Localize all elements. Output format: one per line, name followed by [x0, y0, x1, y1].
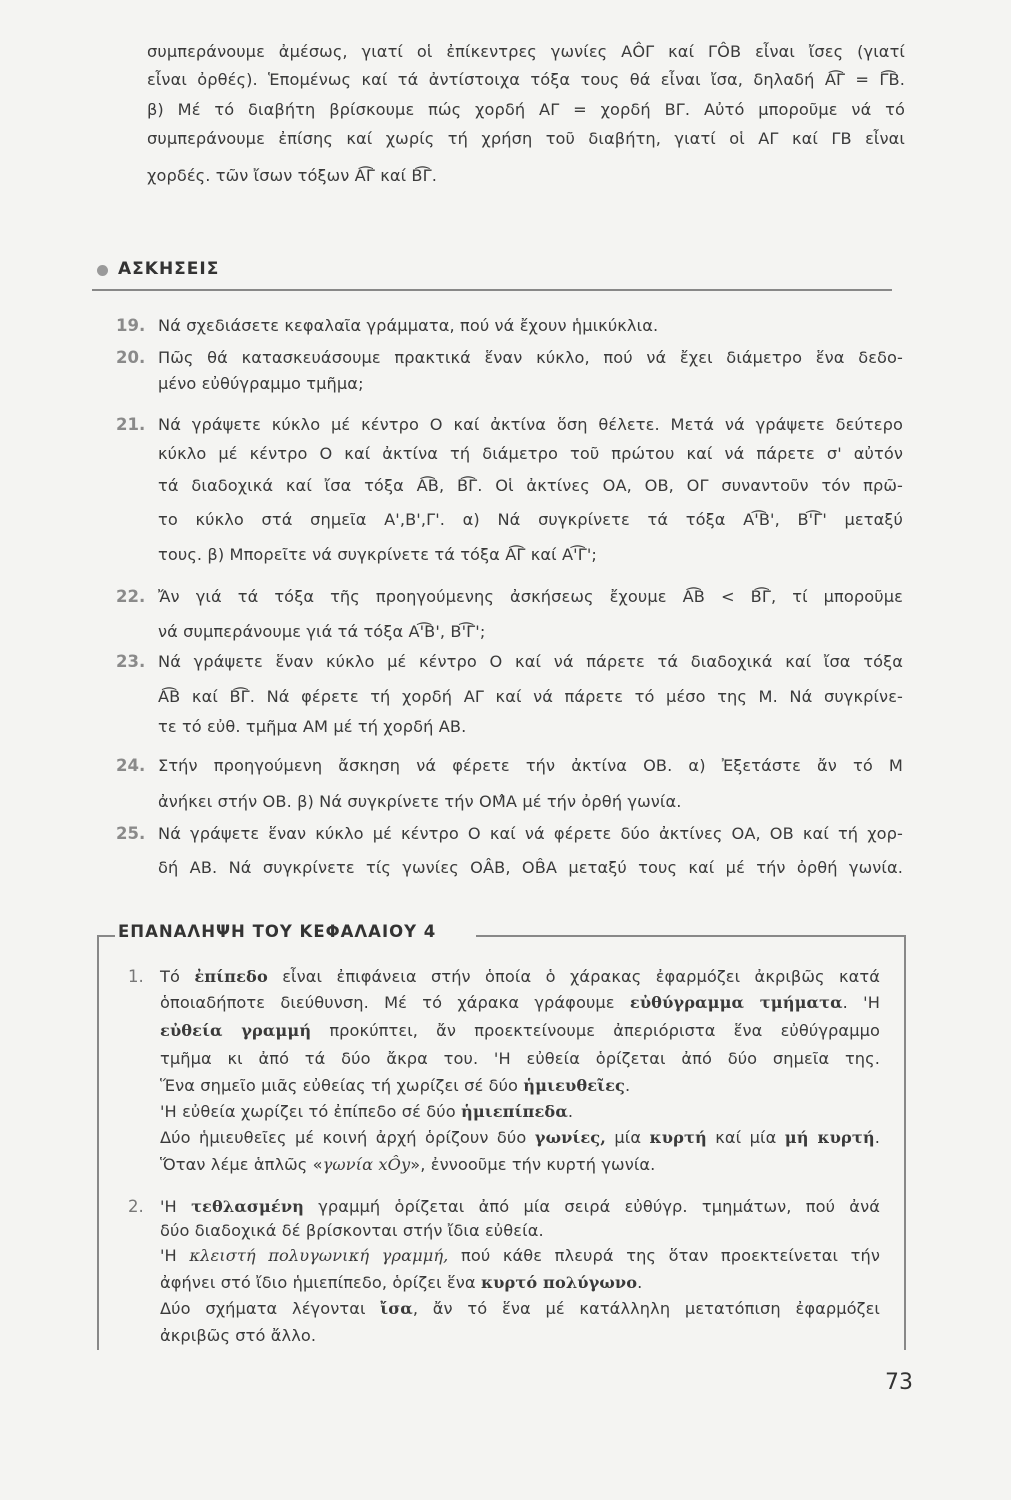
- box-border-top-right: [476, 935, 906, 937]
- text-segment: 'Η: [160, 1246, 190, 1265]
- text-segment: μένο εὐθύγραμμο τμῆμα;: [158, 374, 364, 393]
- text-segment: Ἄν γιά τά τόξα τῆς προηγούμενης ἀσκήσεως ἔχουμε Α͡Β < Β͡Γ, τί μποροῦμε: [158, 587, 903, 606]
- text-segment: εἶναι ὀρθές). Ἑπομένως καί τά ἀντίστοιχα τόξα τους θά εἶναι ἴσα, δηλαδή Α͡Γ = Γ͡Β.: [147, 70, 905, 89]
- text-segment: .: [874, 1128, 880, 1147]
- text-line: [158, 475, 903, 497]
- text-segment: Δύο ἡμιευθεῖες μέ κοινή ἀρχή ὁρίζουν δύο: [160, 1128, 535, 1147]
- text-segment: τμῆμα κι ἀπό τά δύο ἄκρα του. 'Η εὐθεία ὁρίζεται ἀπό δύο σημεῖα της.: [160, 1049, 880, 1068]
- text-segment: συμπεράνουμε ἀμέσως, γιατί οἱ ἐπίκεντρες γωνίες ΑÔΓ καί ΓÔΒ εἶναι ἴσες (γιατί: [147, 42, 905, 61]
- text-segment: προκύπτει, ἄν προεκτείνουμε ἀπεριόριστα ἕνα εὐθύγραμμο: [311, 1021, 880, 1040]
- text-line: [160, 966, 880, 988]
- text-segment: το κύκλο στά σημεῖα Α',Β',Γ'. α) Νά συγκρίνετε τά τόξα Α'͡Β', Β'͡Γ' μεταξύ: [158, 510, 903, 529]
- text-segment: κύκλο μέ κέντρο Ο καί ἀκτίνα τή διάμετρο τοῦ πρώτου καί νά πάρετε σ' αὐτόν: [158, 444, 903, 463]
- text-line: [158, 791, 682, 813]
- text-segment: συμπεράνουμε ἐπίσης καί χωρίς τή χρήση τοῦ διαβήτη, γιατί οἱ ΑΓ καί ΓΒ εἶναι: [147, 129, 905, 148]
- text-segment: πού κάθε πλευρά της ὅταν προεκτείνεται τήν: [448, 1246, 881, 1265]
- text-line: [160, 1101, 573, 1123]
- text-segment: β) Μέ τό διαβήτη βρίσκουμε πώς χορδή ΑΓ = χορδή ΒΓ. Αὐτό μποροῦμε νά τό: [147, 100, 905, 119]
- text-segment: Νά γράψετε ἕναν κύκλο μέ κέντρο Ο καί νά πάρετε τά διαδοχικά καί ἴσα τόξα: [158, 652, 903, 671]
- text-segment: χορδές. τῶν ἴσων τόξων Α͡Γ καί Β͡Γ.: [147, 166, 438, 185]
- text-segment: .: [625, 1076, 631, 1095]
- text-line: [160, 1272, 642, 1294]
- bold-term: εὐθεία γραμμή: [160, 1021, 312, 1040]
- text-segment: .: [567, 1102, 574, 1121]
- text-segment: Νά γράψετε ἕναν κύκλο μέ κέντρο Ο καί νά φέρετε δύο ἀκτίνες ΟΑ, ΟΒ καί τή χορ-: [158, 824, 903, 843]
- text-line: [160, 1325, 316, 1347]
- text-line: [160, 1196, 880, 1218]
- bold-term: ἴσα: [380, 1299, 413, 1318]
- text-line: [158, 347, 903, 369]
- text-segment: », ἐννοοῦμε τήν κυρτή γωνία.: [410, 1155, 656, 1174]
- bold-term: κυρτή: [649, 1128, 707, 1147]
- divider: [92, 289, 892, 291]
- text-line: [160, 1020, 880, 1042]
- item-number: 1.: [128, 967, 144, 986]
- box-border-top-left: [97, 935, 115, 937]
- bold-term: κυρτό πολύγωνο: [480, 1273, 638, 1292]
- page-number: 73: [885, 1370, 913, 1395]
- text-line: [147, 165, 437, 187]
- text-line: [158, 621, 485, 643]
- text-line: [158, 857, 903, 879]
- item-number: 19.: [116, 316, 146, 335]
- text-segment: . 'Η: [842, 993, 880, 1012]
- text-line: [160, 1245, 880, 1267]
- text-line: [158, 373, 364, 395]
- text-segment: Νά γράψετε κύκλο μέ κέντρο Ο καί ἀκτίνα ὅση θέλετε. Μετά νά γράψετε δεύτερο: [158, 415, 903, 434]
- text-segment: Τό: [160, 967, 195, 986]
- text-line: [158, 586, 903, 608]
- text-segment: Ὅταν λέμε ἁπλῶς «: [160, 1155, 323, 1174]
- text-line: [158, 509, 903, 531]
- text-line: [160, 1154, 655, 1176]
- text-line: [147, 69, 905, 91]
- text-segment: τους. β) Μπορεῖτε νά συγκρίνετε τά τόξα Α͡Γ καί Α'͡Γ';: [158, 545, 597, 564]
- italic-term: γωνία xÔy: [322, 1155, 411, 1174]
- text-segment: μία: [606, 1128, 650, 1147]
- text-line: [158, 755, 903, 777]
- text-segment: ἀφήνει στό ἴδιο ἡμιεπίπεδο, ὁρίζει ἕνα: [160, 1273, 481, 1292]
- item-number: 20.: [116, 348, 146, 367]
- text-line: [147, 128, 905, 150]
- item-number: 24.: [116, 756, 146, 775]
- item-number: 25.: [116, 824, 146, 843]
- item-number: 23.: [116, 652, 146, 671]
- text-line: [160, 1220, 544, 1242]
- text-segment: εἶναι ἐπιφάνεια στήν ὁποία ὁ χάρακας ἐφαρμόζει ἀκριβῶς κατά: [267, 967, 880, 986]
- item-number: 21.: [116, 415, 146, 434]
- text-line: [160, 1298, 880, 1320]
- text-segment: 'Η: [160, 1197, 192, 1216]
- italic-term: κλειστή πολυγωνική γραμμή,: [189, 1246, 449, 1265]
- text-segment: νά συμπεράνουμε γιά τά τόξα Α'͡Β', Β'͡Γ';: [158, 622, 486, 641]
- item-number: 2.: [128, 1197, 144, 1216]
- text-segment: ἀνήκει στήν ΟΒ. β) Νά συγκρίνετε τήν ΟΜ̂Α μέ τήν ὀρθή γωνία.: [158, 792, 682, 811]
- text-segment: 'Η εὐθεία χωρίζει τό ἐπίπεδο σέ δύο: [160, 1102, 461, 1121]
- text-segment: Ἕνα σημεῖο μιᾶς εὐθείας τή χωρίζει σέ δύο: [160, 1076, 524, 1095]
- text-line: [160, 992, 880, 1014]
- text-segment: ὁποιαδήποτε διεύθυνση. Μέ τό χάρακα γράφουμε: [160, 993, 630, 1012]
- text-segment: Στήν προηγούμενη ἄσκηση νά φέρετε τήν ἀκτίνα ΟΒ. α) Ἐξετάστε ἄν τό Μ: [158, 756, 903, 775]
- exercises-heading: ΑΣΚΗΣΕΙΣ: [118, 259, 220, 279]
- bold-term: ἡμιεπίπεδα: [460, 1102, 568, 1121]
- text-line: [147, 41, 905, 63]
- text-line: [160, 1127, 880, 1149]
- bold-term: μή κυρτή: [784, 1128, 875, 1147]
- text-line: [158, 651, 903, 673]
- text-line: [158, 315, 658, 337]
- box-border-left: [97, 935, 99, 1350]
- text-segment: , ἄν τό ἕνα μέ κατάλληλη μετατόπιση ἐφαρμόζει: [412, 1299, 880, 1318]
- bold-term: τεθλασμένη: [191, 1197, 305, 1216]
- text-line: [158, 414, 903, 436]
- text-segment: δύο διαδοχικά δέ βρίσκονται στήν ἴδια εὐθεία.: [160, 1221, 544, 1240]
- text-line: [158, 823, 903, 845]
- text-line: [158, 686, 903, 708]
- text-line: [158, 544, 597, 566]
- text-segment: δή ΑΒ. Νά συγκρίνετε τίς γωνίες ΟÂΒ, ΟB̂Α μεταξύ τους καί μέ τήν ὀρθή γωνία.: [158, 858, 903, 877]
- text-segment: Α͡Β καί Β͡Γ. Νά φέρετε τή χορδή ΑΓ καί νά πάρετε τό μέσο της Μ. Νά συγκρίνε-: [158, 687, 903, 706]
- text-line: [160, 1048, 880, 1070]
- item-number: 22.: [116, 587, 146, 606]
- text-line: [160, 1075, 630, 1097]
- text-segment: γραμμή ὁρίζεται ἀπό μία σειρά εὐθύγρ. τμημάτων, πού ἀνά: [304, 1197, 880, 1216]
- box-border-right: [904, 935, 906, 1350]
- review-heading: ΕΠΑΝΑΛΗΨΗ ΤΟΥ ΚΕΦΑΛΑΙΟΥ 4: [118, 922, 437, 941]
- bold-term: ἡμιευθεῖες: [523, 1076, 625, 1095]
- text-segment: τε τό εὐθ. τμῆμα ΑΜ μέ τή χορδή ΑΒ.: [158, 717, 467, 736]
- text-line: [158, 716, 466, 738]
- text-segment: Πῶς θά κατασκευάσουμε πρακτικά ἕναν κύκλο, πού νά ἔχει διάμετρο ἕνα δεδο-: [158, 348, 903, 367]
- bullet-icon: [97, 265, 108, 276]
- text-segment: καί μία: [706, 1128, 785, 1147]
- bold-term: ἐπίπεδο: [194, 967, 268, 986]
- bold-term: γωνίες,: [534, 1128, 606, 1147]
- text-segment: Δύο σχήματα λέγονται: [160, 1299, 381, 1318]
- text-segment: .: [637, 1273, 643, 1292]
- bold-term: εὐθύγραμμα τμήματα: [629, 993, 843, 1012]
- text-line: [147, 99, 905, 121]
- text-segment: ἀκριβῶς στό ἄλλο.: [160, 1326, 317, 1345]
- text-line: [158, 443, 903, 465]
- text-segment: Νά σχεδιάσετε κεφαλαῖα γράμματα, πού νά ἔχουν ἡμικύκλια.: [158, 316, 659, 335]
- text-segment: τά διαδοχικά καί ἴσα τόξα Α͡Β, Β͡Γ. Οἱ ἀκτίνες ΟΑ, ΟΒ, ΟΓ συναντοῦν τόν πρῶ-: [158, 476, 903, 495]
